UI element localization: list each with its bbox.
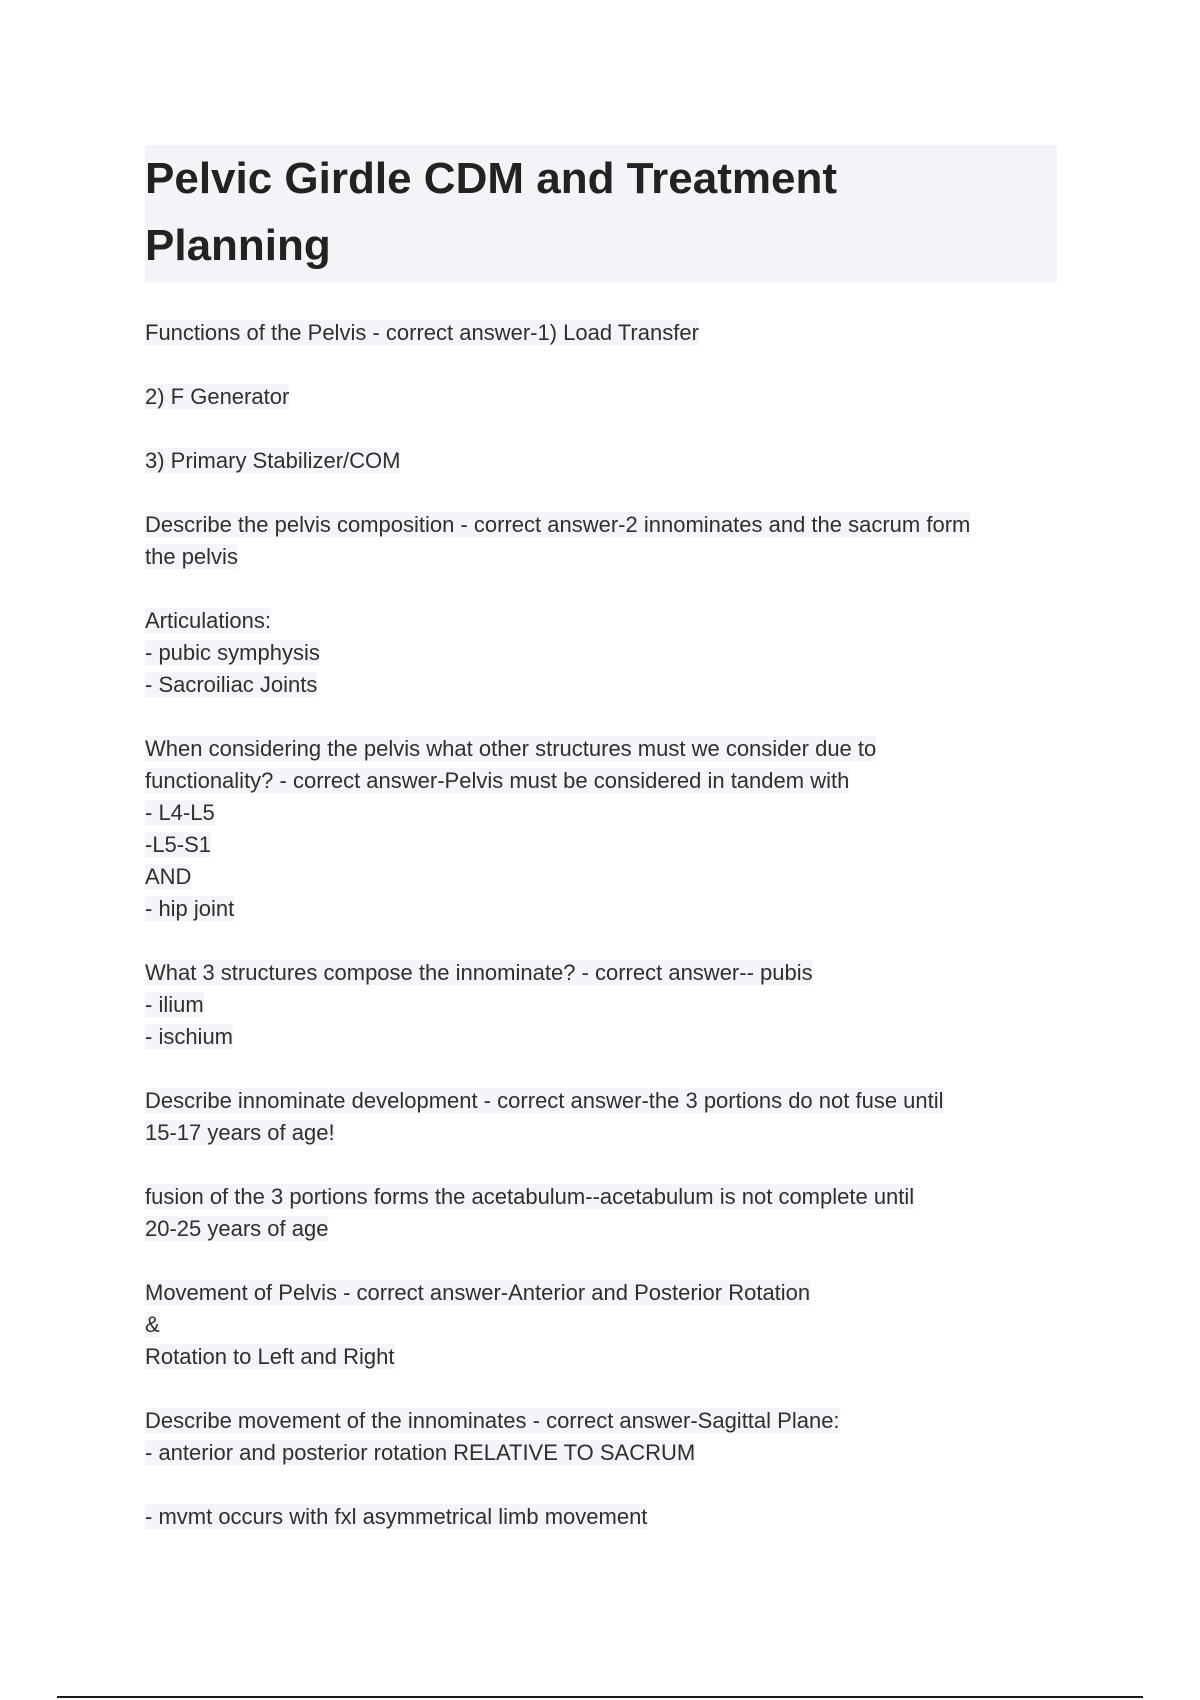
title-block — [145, 145, 1057, 283]
text-line: Functions of the Pelvis - correct answer-1) Load Transfer — [145, 320, 699, 345]
text-line: -L5-S1 — [145, 832, 212, 857]
paragraph — [145, 1085, 1057, 1149]
text-line: - L4-L5 — [145, 800, 215, 825]
text-line: - hip joint — [145, 896, 235, 921]
paragraph — [145, 1277, 1057, 1373]
paragraph — [145, 1405, 1057, 1469]
text-line: Describe movement of the innominates - correct answer-Sagittal Plane: — [145, 1408, 840, 1433]
title-line: Planning — [145, 221, 331, 270]
text-line: 2) F Generator — [145, 384, 290, 409]
text-line: & — [145, 1312, 160, 1337]
text-line: 15-17 years of age! — [145, 1120, 335, 1145]
paragraph — [145, 317, 1057, 349]
paragraph — [145, 733, 1057, 925]
text-line: - anterior and posterior rotation RELATIVE TO SACRUM — [145, 1440, 696, 1465]
title-line: Pelvic Girdle CDM and Treatment — [145, 154, 837, 203]
page-bottom-rule — [57, 1696, 1143, 1698]
text-line: Describe innominate development - correct answer-the 3 portions do not fuse until — [145, 1088, 944, 1113]
text-line: 3) Primary Stabilizer/COM — [145, 448, 401, 473]
text-line: Rotation to Left and Right — [145, 1344, 395, 1369]
text-line: - ilium — [145, 992, 204, 1017]
text-line: AND — [145, 864, 192, 889]
text-line: 20-25 years of age — [145, 1216, 329, 1241]
text-line: - mvmt occurs with fxl asymmetrical limb movement — [145, 1504, 648, 1529]
text-line: Movement of Pelvis - correct answer-Anterior and Posterior Rotation — [145, 1280, 811, 1305]
text-line: - Sacroiliac Joints — [145, 672, 318, 697]
text-line: the pelvis — [145, 544, 238, 569]
paragraph — [145, 381, 1057, 413]
paragraph — [145, 605, 1057, 701]
paragraph — [145, 957, 1057, 1053]
text-line: When considering the pelvis what other structures must we consider due to — [145, 736, 877, 761]
paragraph — [145, 509, 1057, 573]
paragraph — [145, 1181, 1057, 1245]
text-line: - pubic symphysis — [145, 640, 320, 665]
text-line: What 3 structures compose the innominate? - correct answer-- pubis — [145, 960, 813, 985]
text-line: fusion of the 3 portions forms the acetabulum--acetabulum is not complete until — [145, 1184, 915, 1209]
paragraph — [145, 445, 1057, 477]
text-line: - ischium — [145, 1024, 234, 1049]
paragraph — [145, 1501, 1057, 1533]
document-title — [145, 145, 1057, 279]
text-line: functionality? - correct answer-Pelvis must be considered in tandem with — [145, 768, 850, 793]
document-content — [145, 145, 1057, 1565]
text-line: Describe the pelvis composition - correct answer-2 innominates and the sacrum form — [145, 512, 971, 537]
text-line: Articulations: — [145, 608, 271, 633]
